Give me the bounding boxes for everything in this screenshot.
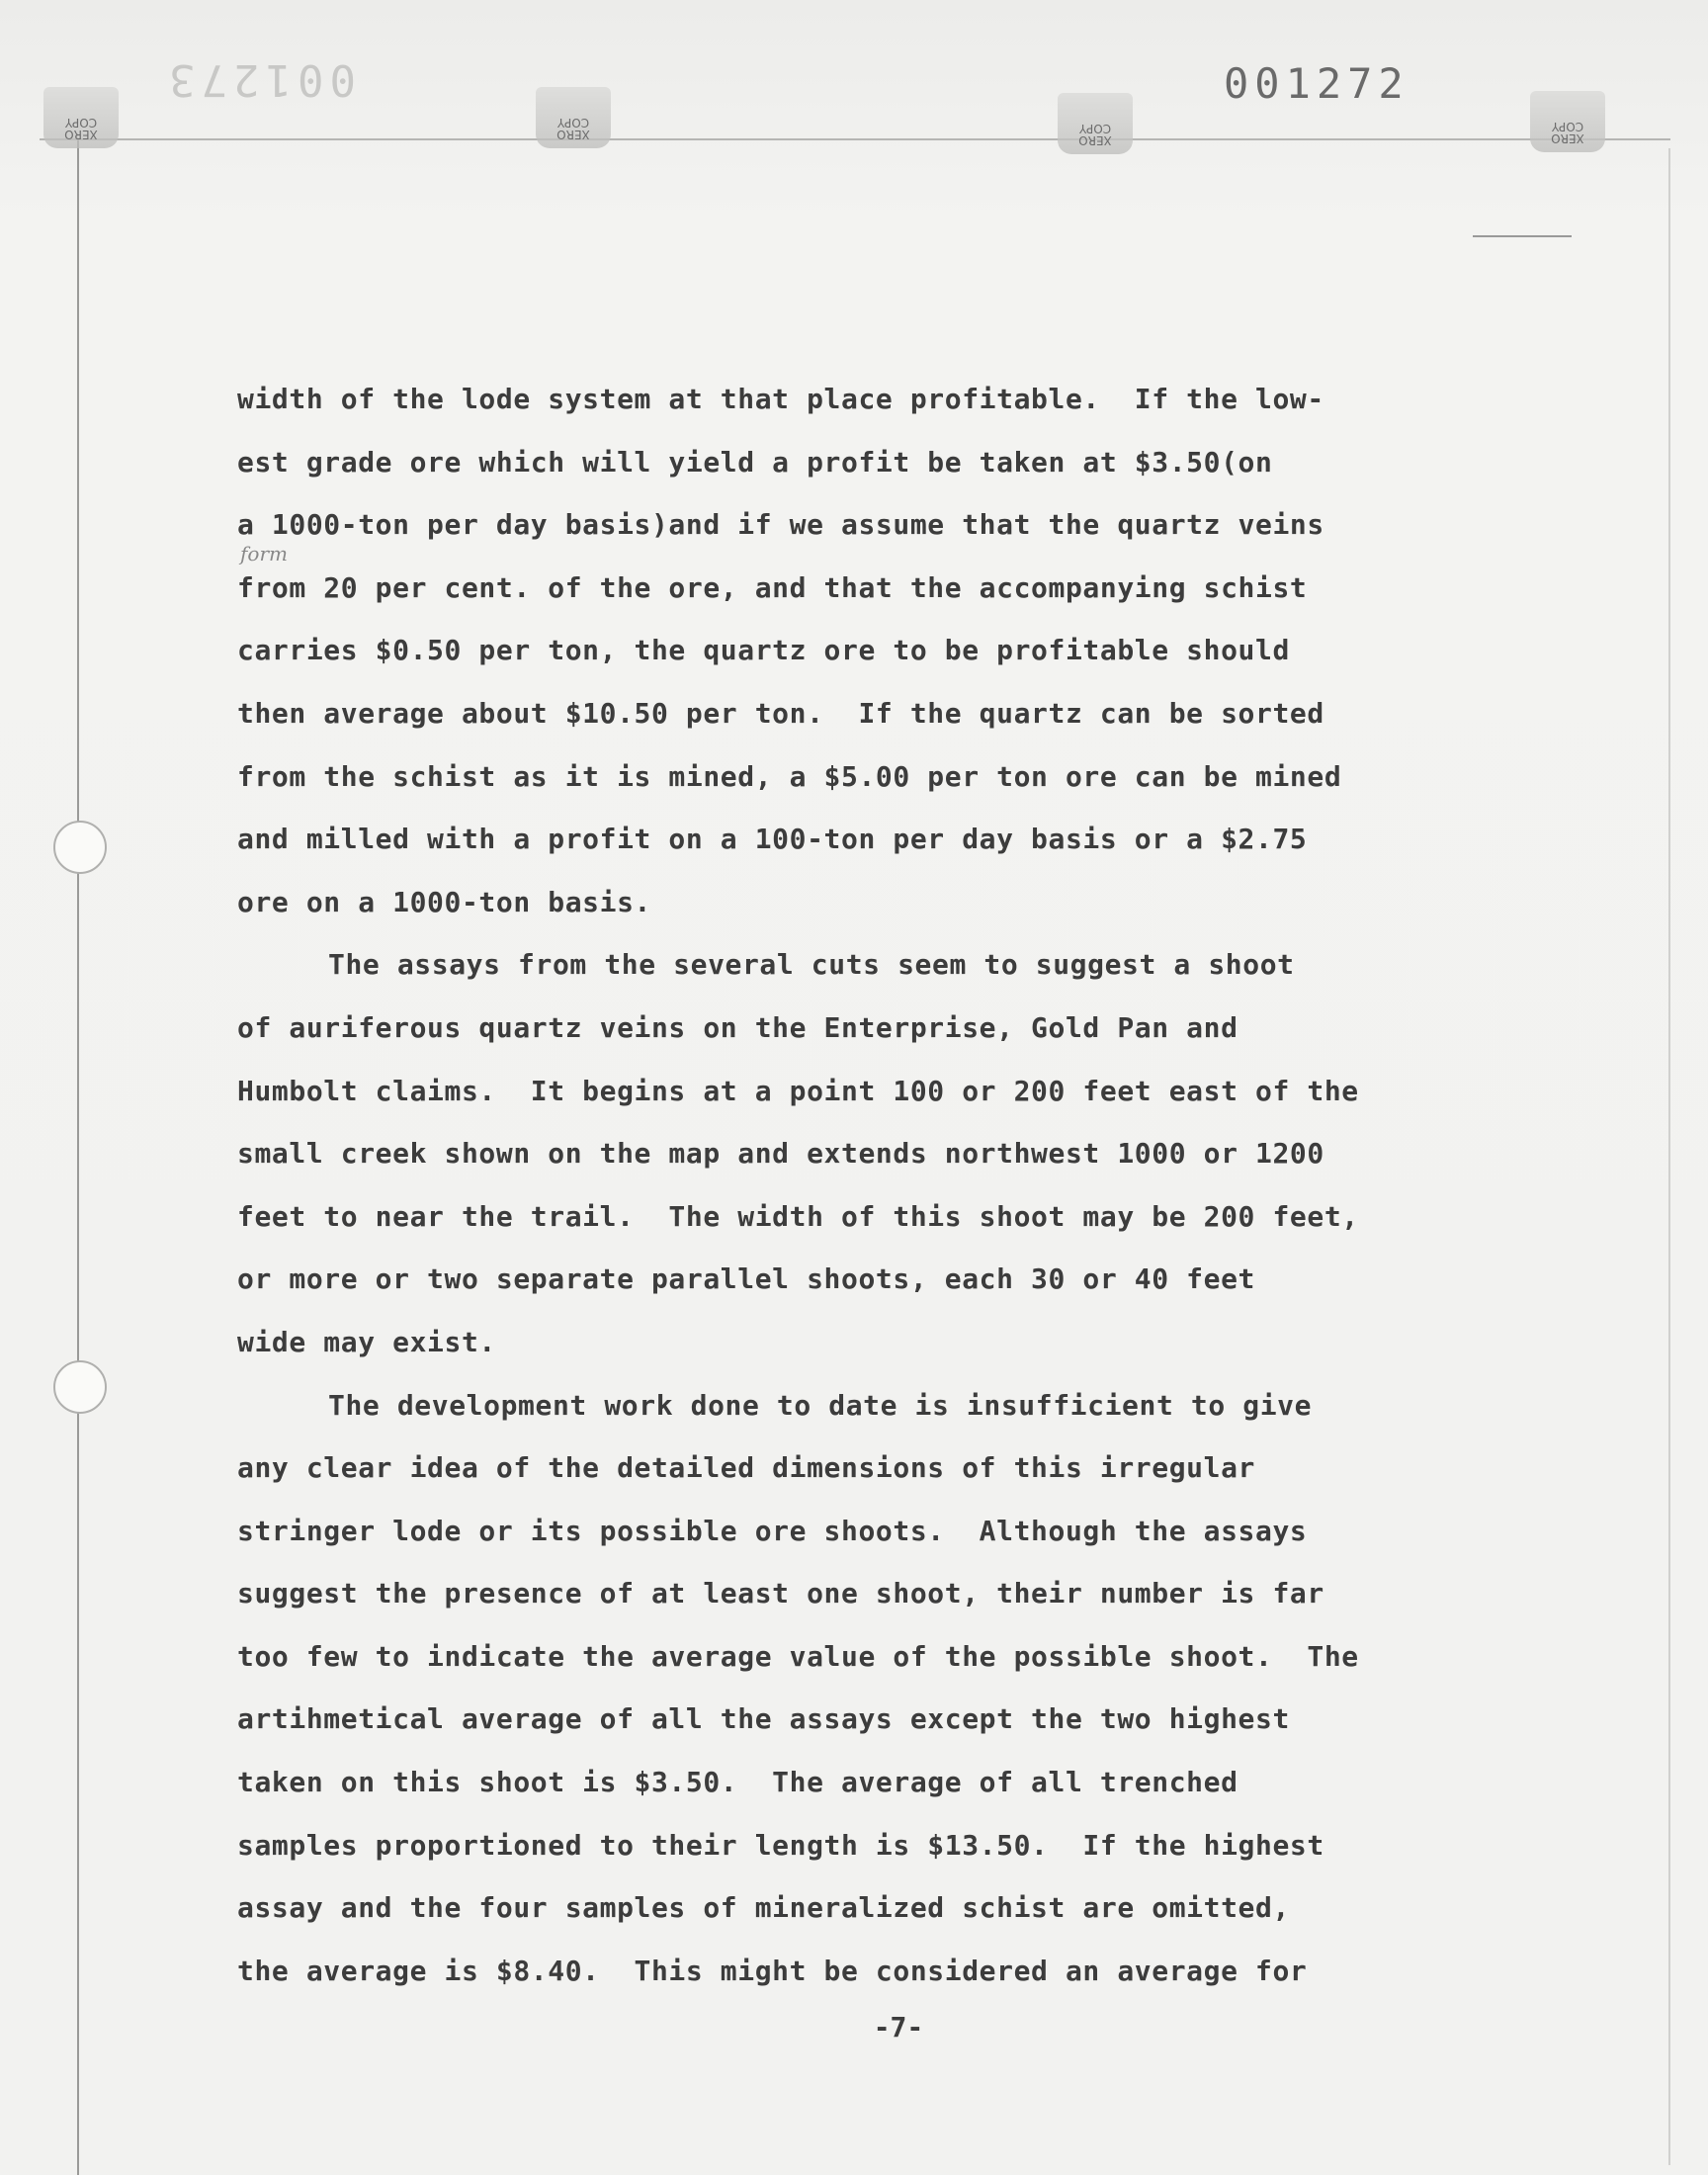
text-line: The development work done to date is insufficient to give xyxy=(328,1388,1313,1422)
xero-copy-label: XERO COPY xyxy=(1551,120,1584,145)
margin-rule xyxy=(1473,235,1572,237)
text-line: artihmetical average of all the assays except the two highest xyxy=(237,1702,1290,1736)
text-line: and milled with a profit on a 100-ton per day basis or a $2.75 xyxy=(237,823,1308,856)
page-top-edge xyxy=(40,138,1670,140)
text-line: small creek shown on the map and extends northwest 1000 or 1200 xyxy=(237,1137,1324,1171)
text-line: Humbolt claims. It begins at a point 100 or 200 feet east of the xyxy=(237,1074,1359,1107)
text-line: stringer lode or its possible ore shoots. Although the assays xyxy=(237,1514,1308,1547)
page-left-edge xyxy=(77,138,79,2175)
text-line: of auriferous quartz veins on the Enterprise, Gold Pan and xyxy=(237,1010,1238,1044)
punch-hole-2 xyxy=(53,1360,107,1414)
text-line: from 20 per cent. of the ore, and that the accompanying schist xyxy=(237,570,1308,604)
typed-body-text xyxy=(237,368,1463,2002)
text-line: carries $0.50 per ton, the quartz ore to be profitable should xyxy=(237,634,1290,667)
handwritten-annotation: form xyxy=(240,542,288,566)
paragraph-1 xyxy=(237,368,1463,933)
text-line: The assays from the several cuts seem to suggest a shoot xyxy=(328,948,1295,982)
page-right-edge xyxy=(1668,148,1670,2165)
text-line: ore on a 1000-ton basis. xyxy=(237,885,651,918)
paragraph-2 xyxy=(237,933,1463,1373)
xero-copy-label: XERO COPY xyxy=(64,116,98,141)
text-line: the average is $8.40. This might be considered an average for xyxy=(237,1954,1308,1987)
punch-hole-1 xyxy=(53,821,107,874)
xero-copy-tab-3 xyxy=(1058,93,1133,162)
xero-copy-tab-4 xyxy=(1530,91,1605,160)
text-line: too few to indicate the average value of the possible shoot. The xyxy=(237,1639,1359,1673)
page-number: -7- xyxy=(873,2011,924,2044)
xero-copy-tab-2 xyxy=(536,87,611,156)
text-line: assay and the four samples of mineralized schist are omitted, xyxy=(237,1891,1290,1925)
text-line: feet to near the trail. The width of this shoot may be 200 feet, xyxy=(237,1199,1359,1233)
xero-copy-tab-1 xyxy=(43,87,119,156)
text-line: samples proportioned to their length is $13.50. If the highest xyxy=(237,1828,1324,1862)
text-line: or more or two separate parallel shoots, each 30 or 40 feet xyxy=(237,1262,1255,1296)
text-line: then average about $10.50 per ton. If the quartz can be sorted xyxy=(237,696,1324,730)
xero-copy-label: XERO COPY xyxy=(1078,122,1112,147)
text-line: taken on this shoot is $3.50. The average of all trenched xyxy=(237,1766,1238,1799)
text-line: a 1000-ton per day basis)and if we assume that the quartz veins xyxy=(237,508,1324,542)
paragraph-3 xyxy=(237,1374,1463,2003)
text-line: any clear idea of the detailed dimensions of this irregular xyxy=(237,1451,1255,1485)
text-line: wide may exist. xyxy=(237,1325,496,1358)
text-line: width of the lode system at that place profitable. If the low- xyxy=(237,383,1324,415)
text-line: est grade ore which will yield a profit be taken at $3.50(on xyxy=(237,445,1273,478)
text-line: suggest the presence of at least one shoot, their number is far xyxy=(237,1577,1324,1610)
text-line: from the schist as it is mined, a $5.00 per ton ore can be mined xyxy=(237,759,1342,793)
bates-stamp: 001272 xyxy=(1224,59,1409,108)
bates-stamp-mirrored: 001273 xyxy=(163,54,356,105)
xero-copy-label: XERO COPY xyxy=(556,116,590,141)
